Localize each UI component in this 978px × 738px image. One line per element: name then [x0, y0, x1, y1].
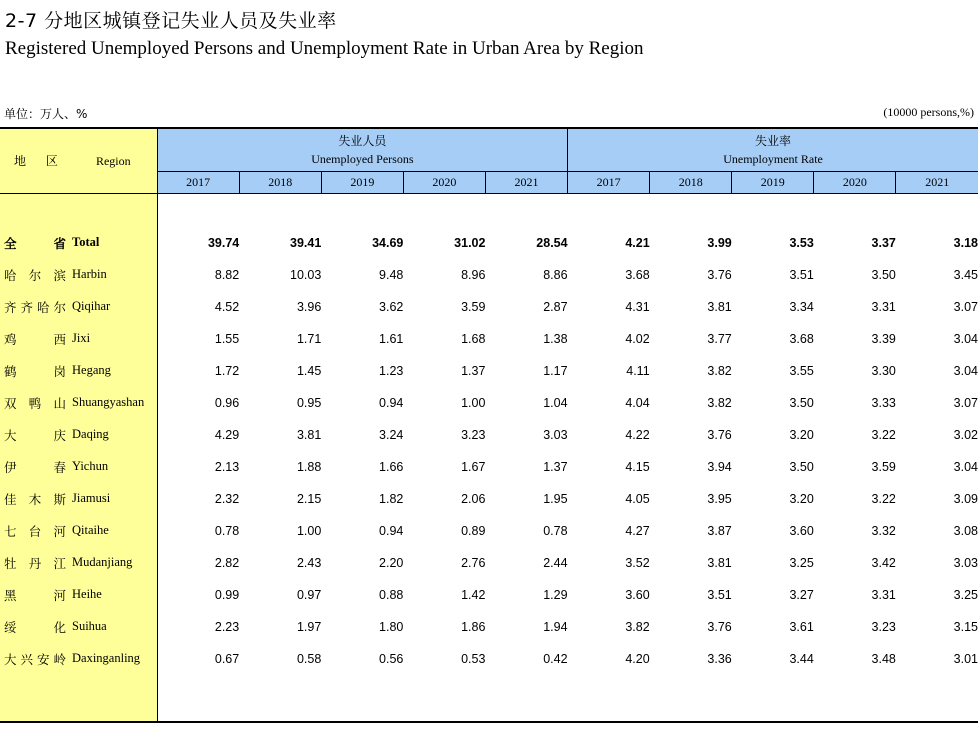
unemployment-rate-cell: 3.68 [625, 267, 650, 282]
region-name-cn: 黑河 [4, 587, 66, 603]
table-row [0, 355, 978, 387]
table-row [0, 419, 978, 451]
table-bottom-rule [157, 675, 978, 722]
unemployment-rate-cell: 3.22 [871, 427, 896, 442]
region-cell [0, 451, 157, 483]
unemployment-rate-cell: 3.82 [707, 363, 732, 378]
statistics-table [0, 127, 978, 723]
unemployment-rate-cell: 3.76 [707, 619, 732, 634]
unemployment-rate-cell: 4.04 [625, 395, 650, 410]
unemployment-rate-cell: 3.09 [953, 491, 978, 506]
unit-label-en: (10000 persons,%) [883, 105, 974, 119]
unemployed-persons-cell: 1.97 [296, 619, 322, 634]
unemployment-rate-cell: 3.01 [953, 651, 978, 666]
region-name-en: Shuangyashan [72, 395, 145, 409]
unemployment-rate-cell: 3.95 [707, 491, 732, 506]
unemployment-rate-cell: 3.37 [871, 235, 896, 250]
year-header-rate-2018: 2018 [650, 171, 732, 193]
unemployment-rate-cell: 3.52 [625, 555, 650, 570]
region-cell [0, 387, 157, 419]
unemployment-rate-cell: 3.76 [707, 267, 732, 282]
unemployed-persons-cell: 10.03 [290, 267, 322, 282]
unemployed-persons-cell: 3.24 [379, 427, 404, 442]
unemployment-rate-cell: 3.07 [953, 395, 978, 410]
region-name-en: Qiqihar [72, 299, 111, 313]
group1-header-en: Unemployed Persons [311, 151, 414, 166]
unemployment-rate-cell: 3.48 [871, 651, 896, 666]
unemployment-rate-cell: 3.07 [953, 299, 978, 314]
unemployment-rate-cell: 3.77 [707, 331, 732, 346]
unemployment-rate-cell: 4.20 [625, 651, 650, 666]
unemployment-rate-cell: 3.82 [625, 619, 650, 634]
unemployed-persons-cell: 0.96 [214, 395, 240, 410]
unemployed-persons-cell: 3.03 [543, 427, 568, 442]
unemployment-rate-cell: 4.05 [625, 491, 650, 506]
region-cell [0, 355, 157, 387]
unemployed-persons-cell: 1.23 [379, 363, 404, 378]
table-row [0, 579, 978, 611]
unemployment-rate-cell: 3.39 [871, 331, 896, 346]
unemployed-persons-cell: 8.86 [543, 267, 568, 282]
region-name-cn: 鸡西 [4, 331, 66, 347]
unemployed-persons-cell: 39.41 [290, 235, 322, 250]
unemployed-persons-cell: 1.82 [379, 491, 404, 506]
unemployment-rate-cell: 3.51 [707, 587, 732, 602]
unemployment-rate-cell: 3.60 [789, 523, 814, 538]
unemployed-persons-cell: 2.15 [296, 491, 322, 506]
unemployed-persons-cell: 1.17 [543, 363, 568, 378]
unemployed-persons-cell: 31.02 [454, 235, 486, 250]
unemployment-rate-cell: 3.53 [789, 235, 814, 250]
page-title-cn: 2-7 分地区城镇登记失业人员及失业率 [5, 10, 337, 32]
unemployment-rate-cell: 3.44 [789, 651, 814, 666]
table-row [0, 611, 978, 643]
unemployed-persons-cell: 0.97 [296, 587, 322, 602]
year-header-rate-2017: 2017 [568, 171, 650, 193]
region-name-en: Qitaihe [72, 523, 109, 537]
unemployment-rate-cell: 3.20 [789, 427, 814, 442]
unemployed-persons-cell: 1.37 [543, 459, 568, 474]
table-row [0, 387, 978, 419]
unemployed-persons-cell: 3.23 [461, 427, 486, 442]
region-cell [0, 611, 157, 643]
unemployed-persons-cell: 1.61 [379, 331, 404, 346]
unemployed-persons-cell: 1.71 [296, 331, 322, 346]
table-row [0, 259, 978, 291]
unemployment-rate-cell: 3.60 [625, 587, 650, 602]
region-column-header [0, 128, 157, 193]
total-row [0, 227, 978, 259]
unemployment-rate-cell: 4.15 [625, 459, 650, 474]
unemployed-persons-cell: 1.94 [543, 619, 568, 634]
unemployed-persons-cell: 2.43 [296, 555, 322, 570]
region-name-cn: 双鸭山 [4, 395, 66, 411]
unemployment-rate-cell: 3.94 [707, 459, 732, 474]
table-row [0, 291, 978, 323]
unemployed-persons-cell: 0.94 [379, 395, 404, 410]
year-header-persons-2019: 2019 [321, 171, 403, 193]
unemployed-persons-cell: 0.89 [461, 523, 486, 538]
table-row [0, 483, 978, 515]
unemployed-persons-cell: 0.56 [379, 651, 404, 666]
group2-header-en: Unemployment Rate [723, 151, 823, 166]
region-tail-cell [0, 675, 157, 722]
unemployed-persons-cell: 2.06 [461, 491, 486, 506]
unemployment-rate-cell: 3.81 [707, 555, 732, 570]
region-name-en: Daxinganling [72, 651, 141, 665]
unemployed-persons-cell: 0.88 [379, 587, 404, 602]
region-name-en: Mudanjiang [72, 555, 133, 569]
unemployed-persons-cell: 1.68 [461, 331, 486, 346]
unemployment-rate-cell: 3.02 [953, 427, 978, 442]
region-name-cn: 大庆 [4, 427, 66, 443]
unemployment-rate-cell: 3.08 [953, 523, 978, 538]
unemployment-rate-cell: 4.21 [625, 235, 650, 250]
region-name-en: Suihua [72, 619, 107, 633]
unemployed-persons-cell: 2.32 [214, 491, 240, 506]
table-row [0, 547, 978, 579]
unemployment-rate-cell: 3.42 [871, 555, 896, 570]
unemployment-rate-cell: 3.15 [953, 619, 978, 634]
unemployment-rate-cell: 3.82 [707, 395, 732, 410]
unemployed-persons-cell: 1.67 [461, 459, 486, 474]
table-row [0, 515, 978, 547]
unemployed-persons-cell: 3.96 [296, 299, 322, 314]
region-name-en: Heihe [72, 587, 102, 601]
region-name-cn: 鹤岗 [4, 363, 66, 379]
unemployed-persons-cell: 1.72 [214, 363, 240, 378]
unemployed-persons-cell: 0.67 [214, 651, 240, 666]
region-name-en: Jixi [72, 331, 91, 345]
unemployment-rate-cell: 3.50 [789, 459, 814, 474]
region-name-en: Daqing [72, 427, 109, 441]
region-cell [0, 643, 157, 675]
unemployment-rate-cell: 3.25 [953, 587, 978, 602]
unemployment-rate-cell: 3.34 [789, 299, 814, 314]
unemployed-persons-cell: 3.81 [296, 427, 322, 442]
unemployment-rate-cell: 3.32 [871, 523, 896, 538]
unemployed-persons-cell: 1.66 [379, 459, 404, 474]
unemployed-persons-cell: 2.76 [461, 555, 486, 570]
region-cell [0, 259, 157, 291]
unemployed-persons-cell: 1.95 [543, 491, 568, 506]
region-header-cn: 地 区 [14, 153, 66, 168]
unemployment-rate-cell: 3.50 [871, 267, 896, 282]
region-cell [0, 547, 157, 579]
unemployed-persons-cell: 0.95 [296, 395, 322, 410]
unemployed-persons-cell: 0.78 [543, 523, 568, 538]
unemployed-persons-cell: 0.78 [214, 523, 240, 538]
year-header-persons-2017: 2017 [157, 171, 239, 193]
unemployed-persons-cell: 0.99 [214, 587, 240, 602]
unemployed-persons-cell: 2.82 [214, 555, 240, 570]
unemployed-persons-cell: 2.20 [379, 555, 404, 570]
unemployed-persons-cell: 2.23 [214, 619, 240, 634]
page-title-en: Registered Unemployed Persons and Unemployment Rate in Urban Area by Region [5, 38, 644, 59]
unemployment-rate-cell: 3.68 [789, 331, 814, 346]
year-header-rate-2020: 2020 [814, 171, 896, 193]
unemployed-persons-cell: 1.04 [543, 395, 568, 410]
unemployment-rate-group-header [568, 128, 978, 171]
region-name-cn: 绥化 [4, 619, 66, 635]
unemployed-persons-cell: 1.00 [461, 395, 486, 410]
region-name-en: Hegang [72, 363, 111, 377]
region-cell [0, 579, 157, 611]
group2-header-cn: 失业率 [755, 133, 792, 148]
unemployment-rate-cell: 3.23 [871, 619, 896, 634]
unemployed-persons-cell: 1.29 [543, 587, 568, 602]
region-name-cn: 大兴安岭 [4, 651, 66, 667]
region-cell [0, 419, 157, 451]
unemployment-rate-cell: 3.55 [789, 363, 814, 378]
year-header-persons-2021: 2021 [485, 171, 567, 193]
unemployed-persons-cell: 28.54 [536, 235, 568, 250]
region-name-cn: 伊春 [4, 459, 66, 475]
unemployed-persons-cell: 0.53 [461, 651, 486, 666]
group1-header-cn: 失业人员 [338, 133, 387, 148]
unemployment-rate-cell: 3.04 [953, 363, 978, 378]
unemployed-persons-cell: 0.94 [379, 523, 404, 538]
region-cell [0, 227, 157, 259]
year-header-persons-2020: 2020 [403, 171, 485, 193]
unemployment-rate-cell: 3.31 [871, 299, 896, 314]
table-row [0, 451, 978, 483]
region-name-en: Jiamusi [72, 491, 111, 505]
unemployed-persons-cell: 39.74 [207, 235, 240, 250]
unemployment-rate-cell: 3.81 [707, 299, 732, 314]
unemployment-rate-cell: 3.31 [871, 587, 896, 602]
region-name-cn: 七台河 [4, 523, 66, 539]
region-name-en: Total [72, 235, 100, 249]
unemployed-persons-cell: 2.87 [543, 299, 568, 314]
unemployment-rate-cell: 3.03 [953, 555, 978, 570]
region-name-en: Harbin [72, 267, 107, 281]
unemployed-persons-cell: 3.62 [379, 299, 404, 314]
year-header-rate-2021: 2021 [896, 171, 978, 193]
unemployed-persons-cell: 1.88 [296, 459, 322, 474]
unemployment-rate-cell: 3.45 [953, 267, 978, 282]
unemployed-persons-group-header [157, 128, 567, 171]
unemployment-rate-cell: 4.11 [626, 363, 650, 378]
unemployment-rate-cell: 3.87 [707, 523, 732, 538]
unemployment-rate-cell: 4.22 [625, 427, 650, 442]
unemployed-persons-cell: 2.13 [214, 459, 240, 474]
unemployment-rate-cell: 3.51 [789, 267, 814, 282]
year-header-persons-2018: 2018 [239, 171, 321, 193]
region-header-en: Region [95, 153, 131, 168]
unemployment-rate-cell: 3.61 [789, 619, 814, 634]
unemployment-rate-cell: 3.99 [707, 235, 732, 250]
unemployed-persons-cell: 4.52 [214, 299, 240, 314]
unemployed-persons-cell: 1.42 [461, 587, 486, 602]
region-name-cn: 全省 [4, 235, 66, 251]
unemployment-rate-cell: 3.59 [871, 459, 896, 474]
region-name-cn: 齐齐哈尔 [4, 299, 66, 315]
unemployment-rate-cell: 4.27 [625, 523, 650, 538]
unemployed-persons-cell: 1.38 [543, 331, 568, 346]
unemployment-rate-cell: 3.27 [789, 587, 814, 602]
unemployed-persons-cell: 1.86 [461, 619, 486, 634]
unemployed-persons-cell: 4.29 [214, 427, 240, 442]
unit-label-cn: 单位：万人、% [4, 107, 88, 121]
unemployment-rate-cell: 4.31 [625, 299, 650, 314]
unemployed-persons-cell: 1.00 [296, 523, 322, 538]
unemployment-rate-cell: 3.18 [953, 235, 978, 250]
region-spacer-cell [0, 193, 157, 227]
region-cell [0, 323, 157, 355]
unemployment-rate-cell: 3.25 [789, 555, 814, 570]
region-cell [0, 483, 157, 515]
region-name-en: Yichun [72, 459, 109, 473]
unemployed-persons-cell: 1.45 [296, 363, 322, 378]
region-name-cn: 佳木斯 [4, 491, 66, 507]
region-name-cn: 牡丹江 [4, 555, 66, 571]
unemployed-persons-cell: 0.58 [296, 651, 322, 666]
unemployment-rate-cell: 3.50 [789, 395, 814, 410]
unemployment-rate-cell: 3.33 [871, 395, 896, 410]
unemployed-persons-cell: 34.69 [372, 235, 404, 250]
unemployment-rate-cell: 3.04 [953, 331, 978, 346]
unemployed-persons-cell: 0.42 [543, 651, 568, 666]
unemployment-rate-cell: 3.76 [707, 427, 732, 442]
unemployed-persons-cell: 1.80 [379, 619, 404, 634]
unemployed-persons-cell: 2.44 [543, 555, 568, 570]
unemployed-persons-cell: 8.82 [214, 267, 240, 282]
unemployment-rate-cell: 3.30 [871, 363, 896, 378]
unemployment-rate-cell: 3.04 [953, 459, 978, 474]
unemployment-rate-cell: 3.36 [707, 651, 732, 666]
region-cell [0, 291, 157, 323]
table-row [0, 323, 978, 355]
unemployed-persons-cell: 9.48 [379, 267, 404, 282]
unemployed-persons-cell: 3.59 [461, 299, 486, 314]
unemployment-rate-cell: 3.20 [789, 491, 814, 506]
table-row [0, 643, 978, 675]
unemployed-persons-cell: 8.96 [461, 267, 486, 282]
region-cell [0, 515, 157, 547]
unemployed-persons-cell: 1.37 [461, 363, 486, 378]
unemployed-persons-cell: 1.55 [214, 331, 240, 346]
region-name-cn: 哈尔滨 [4, 267, 66, 283]
unemployment-rate-cell: 3.22 [871, 491, 896, 506]
year-header-rate-2019: 2019 [732, 171, 814, 193]
unemployment-rate-cell: 4.02 [625, 331, 650, 346]
